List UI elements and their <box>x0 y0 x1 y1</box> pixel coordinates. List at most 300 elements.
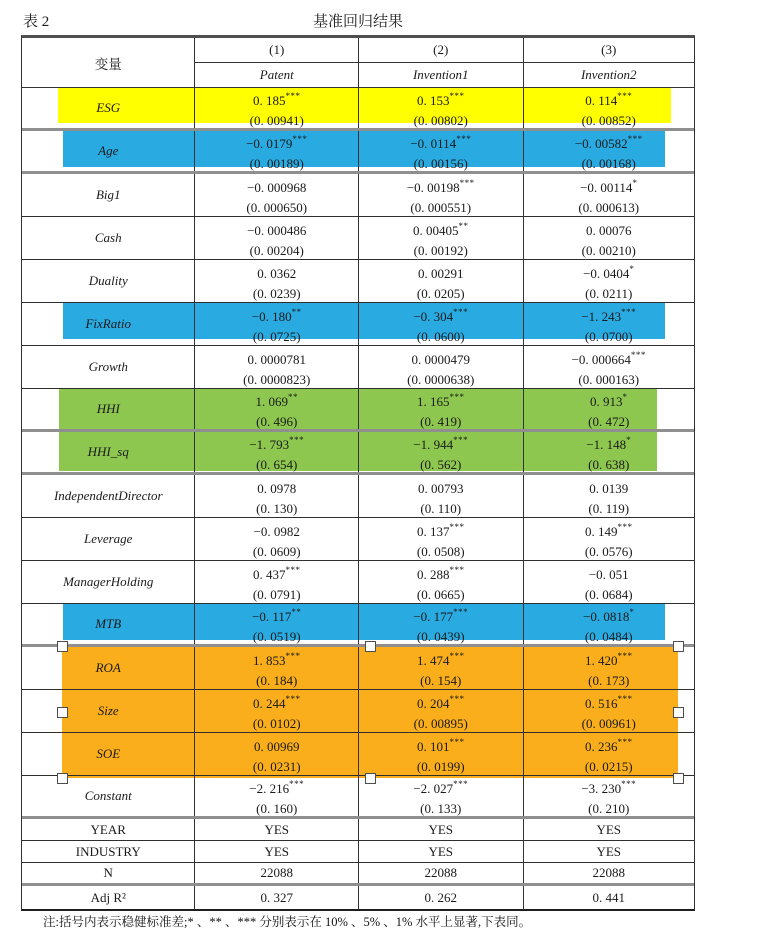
table-header <box>22 38 694 88</box>
significance-stars: * <box>632 178 638 188</box>
summary-row <box>22 886 694 909</box>
variable-cell: HHI_sq <box>22 432 195 472</box>
significance-stars: * <box>622 392 628 402</box>
standard-error: (0. 0700) <box>584 329 633 344</box>
standard-error: (0. 00961) <box>581 716 636 731</box>
standard-error: (0. 0000638) <box>407 372 475 387</box>
data-cell <box>359 260 524 302</box>
coefficient-line <box>246 129 307 154</box>
coef-value: 0. 0362 <box>257 266 297 281</box>
data-cell <box>524 690 694 732</box>
data-cell <box>524 303 694 345</box>
significance-stars: *** <box>453 435 469 445</box>
coefficient-line <box>585 86 632 111</box>
standard-error: (0. 496) <box>256 414 298 429</box>
coefficient-line <box>580 173 637 198</box>
standard-error: (0. 00852) <box>581 113 636 128</box>
data-cell <box>195 88 359 128</box>
standard-error: (0. 0205) <box>416 286 465 301</box>
coefficient-line <box>247 345 306 370</box>
table-row <box>22 260 694 303</box>
coef-value: −1. 944 <box>413 437 454 452</box>
table-row <box>22 475 694 518</box>
standard-error: (0. 00156) <box>413 156 468 171</box>
data-cell <box>359 690 524 732</box>
standard-error: (0. 00895) <box>413 716 468 731</box>
variable-cell: FixRatio <box>22 303 195 345</box>
standard-error: (0. 0684) <box>584 587 633 602</box>
standard-error: (0. 0508) <box>416 544 465 559</box>
coef-value: 0. 00405 <box>413 223 459 238</box>
significance-stars: *** <box>621 779 637 789</box>
coef-value: 0. 00291 <box>418 266 464 281</box>
table-row <box>22 131 694 174</box>
coefficient-line <box>410 129 471 154</box>
variable-cell: IndependentDirector <box>22 475 195 517</box>
coefficient-line <box>581 774 636 799</box>
summary-value: 0. 327 <box>195 886 359 909</box>
coef-value: 0. 288 <box>417 567 450 582</box>
standard-error: (0. 0000823) <box>243 372 311 387</box>
coefficient-line <box>247 216 306 241</box>
coef-value: 0. 149 <box>585 524 618 539</box>
summary-value: 0. 441 <box>592 889 625 905</box>
standard-error: (0. 133) <box>420 801 462 816</box>
variable-cell: MTB <box>22 604 195 644</box>
coef-value: −1. 243 <box>581 309 622 324</box>
significance-stars: *** <box>289 435 305 445</box>
data-cell <box>359 776 524 816</box>
standard-error: (0. 130) <box>256 501 298 516</box>
significance-stars: *** <box>617 522 633 532</box>
standard-error: (0. 0239) <box>252 286 301 301</box>
variable-cell: Big1 <box>22 174 195 216</box>
standard-error: (0. 0231) <box>252 759 301 774</box>
data-cell <box>359 346 524 388</box>
standard-error: (0. 00189) <box>249 156 304 171</box>
variable-cell: ROA <box>22 647 195 689</box>
coefficient-line <box>413 774 468 799</box>
data-cell <box>195 174 359 216</box>
significance-stars: *** <box>617 91 633 101</box>
coefficient-line <box>413 302 468 327</box>
significance-stars: *** <box>449 91 465 101</box>
coef-value: −0. 000486 <box>247 223 307 238</box>
significance-stars: *** <box>621 307 637 317</box>
coefficient-line <box>590 387 628 412</box>
significance-stars: * <box>626 435 632 445</box>
table-row <box>22 733 694 776</box>
standard-error: (0. 0609) <box>252 544 301 559</box>
model-number-2: (2) <box>359 38 523 63</box>
table-label: 表 2 <box>23 14 50 30</box>
summary-row <box>22 863 694 886</box>
data-cell <box>195 561 359 603</box>
data-cell <box>524 518 694 560</box>
table-row <box>22 303 694 346</box>
significance-stars: * <box>629 607 635 617</box>
standard-error: (0. 0102) <box>252 716 301 731</box>
selection-handle[interactable] <box>57 773 68 784</box>
summary-label: N <box>22 863 195 883</box>
coefficient-line <box>572 345 646 370</box>
variable-cell: Cash <box>22 217 195 259</box>
coef-value: 0. 0139 <box>589 481 629 496</box>
significance-stars: *** <box>285 91 301 101</box>
data-cell <box>195 733 359 775</box>
standard-error: (0. 0600) <box>416 329 465 344</box>
summary-value: 0. 262 <box>359 886 524 909</box>
coef-value: −0. 051 <box>588 567 629 582</box>
significance-stars: *** <box>630 350 646 360</box>
data-cell <box>195 389 359 429</box>
data-cell <box>524 389 694 429</box>
coef-value: 1. 853 <box>252 653 286 668</box>
selection-handle[interactable] <box>365 641 376 652</box>
coef-value: 0. 0978 <box>257 481 297 496</box>
data-cell <box>524 346 694 388</box>
coef-value: −0. 177 <box>413 609 454 624</box>
table-body <box>22 88 694 819</box>
coefficient-line <box>417 689 465 714</box>
table-row <box>22 604 694 647</box>
coefficient-line <box>253 86 301 111</box>
coefficient-line <box>418 259 464 284</box>
significance-stars: ** <box>458 221 469 231</box>
summary-value: YES <box>195 841 359 862</box>
coefficient-line <box>252 302 302 327</box>
variable-cell: SOE <box>22 733 195 775</box>
coef-value: 0. 00076 <box>586 223 632 238</box>
significance-stars: *** <box>617 737 633 747</box>
standard-error: (0. 119) <box>588 501 630 516</box>
data-cell <box>524 647 694 689</box>
variable-cell: Duality <box>22 260 195 302</box>
data-cell <box>359 604 524 644</box>
data-cell <box>359 217 524 259</box>
table-row <box>22 647 694 690</box>
coefficient-line <box>585 732 633 757</box>
selection-handle[interactable] <box>57 641 68 652</box>
coef-value: −2. 027 <box>413 781 454 796</box>
significance-stars: *** <box>453 607 469 617</box>
coefficient-line <box>413 430 468 455</box>
standard-error: (0. 173) <box>588 673 630 688</box>
coef-value: 0. 236 <box>585 739 618 754</box>
standard-error: (0. 00204) <box>249 243 304 258</box>
data-cell <box>359 733 524 775</box>
summary-value: 22088 <box>195 863 359 883</box>
variable-cell: Constant <box>22 776 195 816</box>
coef-value: −0. 00582 <box>574 136 628 151</box>
data-cell <box>195 260 359 302</box>
coef-value: 0. 101 <box>417 739 450 754</box>
model-name-invention1: Invention1 <box>412 66 469 82</box>
table-row <box>22 346 694 389</box>
data-cell <box>524 131 694 171</box>
coef-value: 0. 153 <box>417 93 450 108</box>
coefficient-line <box>249 430 304 455</box>
coefficient-line <box>257 474 296 499</box>
coefficient-line <box>254 732 300 757</box>
model-number-3: (3) <box>524 38 694 63</box>
coef-value: −0. 117 <box>252 609 292 624</box>
significance-stars: *** <box>285 651 301 661</box>
table-row <box>22 776 694 819</box>
coef-value: −2. 216 <box>249 781 290 796</box>
significance-stars: ** <box>287 392 298 402</box>
significance-stars: *** <box>449 651 465 661</box>
data-cell <box>195 604 359 644</box>
variable-column-header: 变量 <box>22 38 195 87</box>
selection-handle[interactable] <box>57 707 68 718</box>
significance-stars: *** <box>456 134 472 144</box>
coefficient-line <box>412 345 471 370</box>
data-cell <box>359 432 524 472</box>
coefficient-line <box>417 560 465 585</box>
coef-value: 0. 204 <box>417 696 450 711</box>
significance-stars: *** <box>453 307 469 317</box>
summary-label: Adj R² <box>22 886 195 909</box>
summary-value: YES <box>195 819 359 840</box>
coef-value: −1. 793 <box>249 437 290 452</box>
data-cell <box>524 561 694 603</box>
table-grid <box>21 35 695 911</box>
data-cell <box>195 475 359 517</box>
data-cell <box>195 346 359 388</box>
summary-value: YES <box>359 819 524 840</box>
variable-cell: ESG <box>22 88 195 128</box>
significance-stars: *** <box>449 522 465 532</box>
coef-value: 0. 114 <box>585 93 618 108</box>
selection-handle[interactable] <box>673 773 684 784</box>
coefficient-line <box>581 302 636 327</box>
model-number-1: (1) <box>195 38 358 63</box>
variable-cell: Growth <box>22 346 195 388</box>
coefficient-line <box>583 602 634 627</box>
selection-handle[interactable] <box>365 773 376 784</box>
column-header-2 <box>359 38 524 87</box>
standard-error: (0. 110) <box>420 501 462 516</box>
regression-table <box>21 35 695 911</box>
significance-stars: *** <box>449 737 465 747</box>
standard-error: (0. 00168) <box>581 156 636 171</box>
coef-value: 0. 516 <box>585 696 618 711</box>
summary-value: YES <box>596 821 622 837</box>
data-cell <box>524 475 694 517</box>
significance-stars: *** <box>627 134 643 144</box>
table-caption-bar <box>21 10 695 32</box>
coef-value: 1. 474 <box>417 653 450 668</box>
table-row <box>22 518 694 561</box>
coefficient-line <box>249 774 304 799</box>
standard-error: (0. 210) <box>588 801 630 816</box>
standard-error: (0. 000163) <box>578 372 640 387</box>
coef-value: 1. 069 <box>255 394 288 409</box>
model-name-invention2: Invention2 <box>580 66 637 82</box>
summary-row <box>22 819 694 841</box>
standard-error: (0. 419) <box>420 414 462 429</box>
data-cell <box>359 518 524 560</box>
coef-value: −0. 180 <box>251 309 292 324</box>
coefficient-line <box>586 430 631 455</box>
summary-value: 22088 <box>592 865 625 880</box>
coefficient-line <box>418 474 464 499</box>
data-cell <box>359 174 524 216</box>
standard-error: (0. 0665) <box>416 587 465 602</box>
data-cell <box>195 518 359 560</box>
coef-value: 0. 913 <box>590 394 623 409</box>
summary-label: YEAR <box>22 819 195 840</box>
summary-value: 22088 <box>359 863 524 883</box>
standard-error: (0. 000551) <box>410 200 472 215</box>
model-name-patent: Patent <box>259 66 294 82</box>
standard-error: (0. 0576) <box>584 544 633 559</box>
data-cell <box>359 303 524 345</box>
summary-value: YES <box>596 843 622 859</box>
coefficient-line <box>417 387 465 412</box>
data-cell <box>359 561 524 603</box>
coef-value: −0. 0818 <box>583 609 630 624</box>
standard-error: (0. 00192) <box>413 243 468 258</box>
coefficient-line <box>417 646 465 671</box>
coef-value: 1. 165 <box>417 394 450 409</box>
data-cell <box>524 260 694 302</box>
standard-error: (0. 0791) <box>252 587 301 602</box>
table-row <box>22 561 694 604</box>
coefficient-line <box>585 689 633 714</box>
standard-error: (0. 472) <box>588 414 630 429</box>
table-row <box>22 432 694 475</box>
data-cell <box>524 88 694 128</box>
significance-stars: *** <box>617 651 633 661</box>
column-header-3 <box>524 38 694 87</box>
data-cell <box>195 303 359 345</box>
coef-value: 1. 420 <box>585 653 618 668</box>
coefficient-line <box>585 646 633 671</box>
selection-handle[interactable] <box>673 707 684 718</box>
table-summary <box>22 819 694 909</box>
coef-value: 0. 0000781 <box>247 352 306 367</box>
standard-error: (0. 184) <box>256 673 298 688</box>
coef-value: 0. 137 <box>417 524 450 539</box>
coefficient-line <box>253 689 301 714</box>
data-cell <box>195 647 359 689</box>
standard-error: (0. 160) <box>256 801 298 816</box>
coef-value: −0. 000968 <box>247 180 307 195</box>
coefficient-line <box>253 560 301 585</box>
coef-value: −0. 0114 <box>410 136 457 151</box>
coef-value: 0. 244 <box>252 696 286 711</box>
standard-error: (0. 000613) <box>578 200 640 215</box>
coef-value: 0. 00793 <box>418 481 464 496</box>
coefficient-line <box>586 216 632 241</box>
coef-value: 0. 185 <box>252 93 286 108</box>
data-cell <box>195 217 359 259</box>
coefficient-line <box>252 602 301 627</box>
coefficient-line <box>417 86 465 111</box>
coef-value: −0. 00114 <box>580 180 633 195</box>
variable-cell: Age <box>22 131 195 171</box>
data-cell <box>524 604 694 644</box>
coefficient-line <box>585 517 633 542</box>
column-header-1 <box>195 38 359 87</box>
coefficient-line <box>247 173 306 198</box>
data-cell <box>359 88 524 128</box>
significance-stars: * <box>629 264 635 274</box>
data-cell <box>359 389 524 429</box>
data-cell <box>524 217 694 259</box>
data-cell <box>524 432 694 472</box>
coef-value: −0. 000664 <box>571 352 631 367</box>
significance-stars: ** <box>291 307 302 317</box>
variable-cell: Leverage <box>22 518 195 560</box>
coef-value: −0. 0404 <box>583 266 630 281</box>
coefficient-line <box>583 259 634 284</box>
standard-error: (0. 00941) <box>249 113 304 128</box>
significance-stars: *** <box>453 779 469 789</box>
standard-error: (0. 638) <box>588 457 630 472</box>
table-note: 注:括号内表示稳健标准差;* 、** 、*** 分别表示在 10% 、5% 、1% 水平上显著,下表同。 <box>43 915 532 929</box>
coefficient-line <box>257 259 296 284</box>
standard-error: (0. 0484) <box>584 629 633 644</box>
coef-value: −0. 0179 <box>246 136 293 151</box>
coefficient-line <box>254 517 300 542</box>
summary-row <box>22 841 694 863</box>
data-cell <box>195 776 359 816</box>
selection-handle[interactable] <box>673 641 684 652</box>
coef-value: 0. 437 <box>252 567 286 582</box>
table-row <box>22 389 694 432</box>
significance-stars: *** <box>285 694 301 704</box>
data-cell <box>195 131 359 171</box>
standard-error: (0. 0519) <box>252 629 301 644</box>
significance-stars: *** <box>292 134 308 144</box>
coefficient-line <box>417 732 465 757</box>
coef-value: −0. 0982 <box>253 524 300 539</box>
standard-error: (0. 0199) <box>416 759 465 774</box>
table-row <box>22 174 694 217</box>
summary-label: INDUSTRY <box>22 841 195 862</box>
data-cell <box>524 174 694 216</box>
table-row <box>22 690 694 733</box>
significance-stars: ** <box>291 607 302 617</box>
variable-cell: ManagerHolding <box>22 561 195 603</box>
coefficient-line <box>589 474 628 499</box>
variable-cell: Size <box>22 690 195 732</box>
data-cell <box>359 647 524 689</box>
data-cell <box>359 475 524 517</box>
data-cell <box>359 131 524 171</box>
standard-error: (0. 00802) <box>413 113 468 128</box>
coefficient-line <box>255 387 298 412</box>
standard-error: (0. 0725) <box>252 329 301 344</box>
summary-value: YES <box>359 841 524 862</box>
significance-stars: *** <box>285 565 301 575</box>
data-cell <box>524 733 694 775</box>
standard-error: (0. 654) <box>256 457 298 472</box>
data-cell <box>524 776 694 816</box>
significance-stars: *** <box>459 178 475 188</box>
table-row <box>22 217 694 260</box>
coef-value: −1. 148 <box>586 437 627 452</box>
coefficient-line <box>413 216 469 241</box>
data-cell <box>195 690 359 732</box>
data-cell <box>195 432 359 472</box>
significance-stars: *** <box>449 694 465 704</box>
page-title: 基准回归结果 <box>312 14 403 30</box>
significance-stars: *** <box>617 694 633 704</box>
